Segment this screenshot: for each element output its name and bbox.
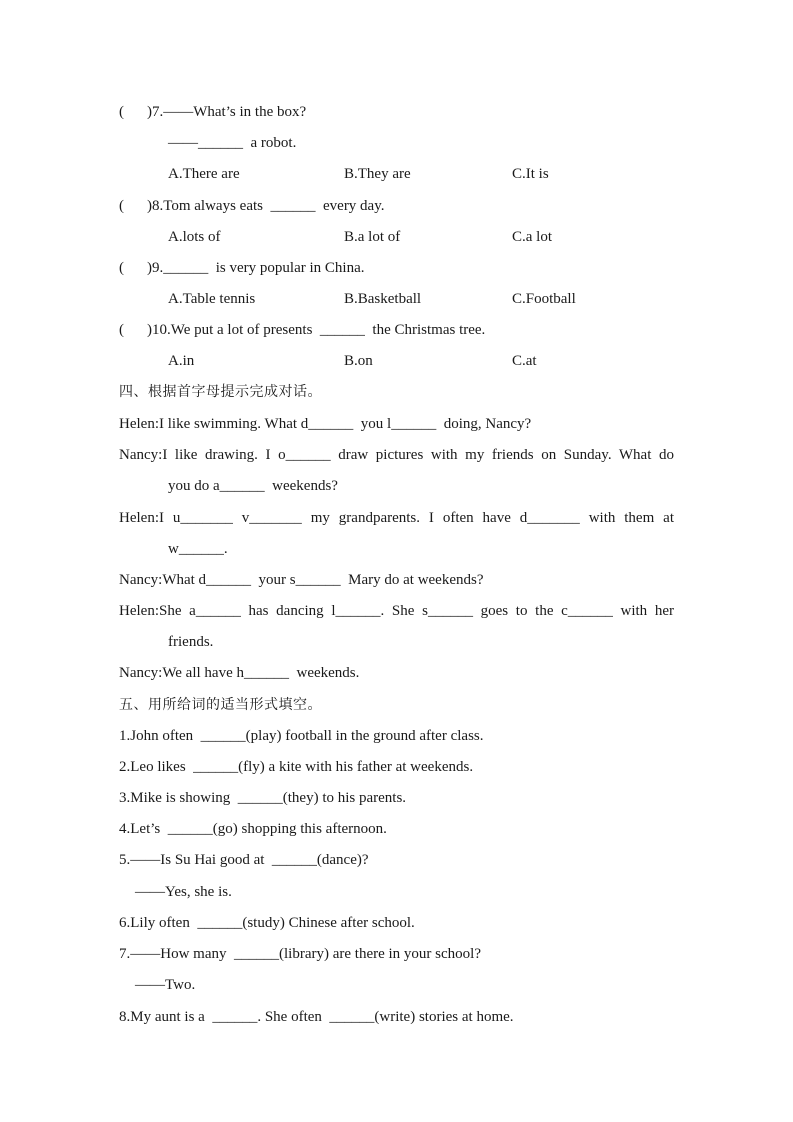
option-b: B.Basketball (344, 291, 422, 307)
option-a: A.Table tennis (168, 291, 256, 307)
option-c: C.a lot (512, 229, 552, 245)
answer-line: ——______ a robot. (168, 135, 297, 151)
answer-paren[interactable]: ( (119, 260, 124, 276)
dialogue-line: w______. (168, 541, 228, 557)
answer-paren[interactable]: ( (119, 198, 124, 214)
answer-paren[interactable]: ( (119, 322, 124, 338)
option-b: B.on (344, 353, 373, 369)
dialogue-line: Helen:I like swimming. What d______ you l______ doing, Nancy? (119, 416, 532, 432)
answer-paren[interactable]: ( (119, 104, 124, 120)
option-a: A.in (168, 353, 195, 369)
dialogue-line: you do a______ weekends? (168, 478, 338, 494)
exercise-line: 8.My aunt is a ______. She often ______(write) stories at home. (119, 1009, 514, 1025)
exercise-line: 6.Lily often ______(study) Chinese after school. (119, 915, 415, 931)
exercise-line: 5.——Is Su Hai good at ______(dance)? (119, 852, 369, 868)
exercise-line: 2.Leo likes ______(fly) a kite with his father at weekends. (119, 759, 474, 775)
dialogue-line: friends. (168, 634, 214, 650)
option-b: B.They are (344, 166, 411, 182)
question-text: )8.Tom always eats ______ every day. (147, 198, 385, 214)
option-a: A.There are (168, 166, 240, 182)
dialogue-line: Helen:I u_______ v_______ my grandparents. I often have d_______ with them at (119, 510, 674, 526)
question-text: )9.______ is very popular in China. (147, 260, 365, 276)
option-b: B.a lot of (344, 229, 401, 245)
section-heading: 四、根据首字母提示完成对话。 (119, 384, 322, 400)
exercise-line: 1.John often ______(play) football in the ground after class. (119, 728, 484, 744)
section-heading: 五、用所给词的适当形式填空。 (119, 697, 322, 713)
dialogue-line: Nancy:We all have h______ weekends. (119, 665, 360, 681)
option-a: A.lots of (168, 229, 221, 245)
exercise-line: 3.Mike is showing ______(they) to his parents. (119, 790, 407, 806)
exercise-line: 7.——How many ______(library) are there in your school? (119, 946, 481, 962)
exercise-line: ——Two. (135, 977, 196, 993)
question-text: )10.We put a lot of presents ______ the Christmas tree. (147, 322, 486, 338)
exercise-line: 4.Let’s ______(go) shopping this afternoon. (119, 821, 387, 837)
exercise-line: ——Yes, she is. (135, 884, 232, 900)
option-c: C.at (512, 353, 537, 369)
option-c: C.Football (512, 291, 576, 307)
question-text: )7.——What’s in the box? (147, 104, 307, 120)
dialogue-line: Nancy:I like drawing. I o______ draw pictures with my friends on Sunday. What do (119, 447, 674, 463)
dialogue-line: Nancy:What d______ your s______ Mary do at weekends? (119, 572, 484, 588)
option-c: C.It is (512, 166, 549, 182)
dialogue-line: Helen:She a______ has dancing l______. She s______ goes to the c______ with her (119, 603, 674, 619)
